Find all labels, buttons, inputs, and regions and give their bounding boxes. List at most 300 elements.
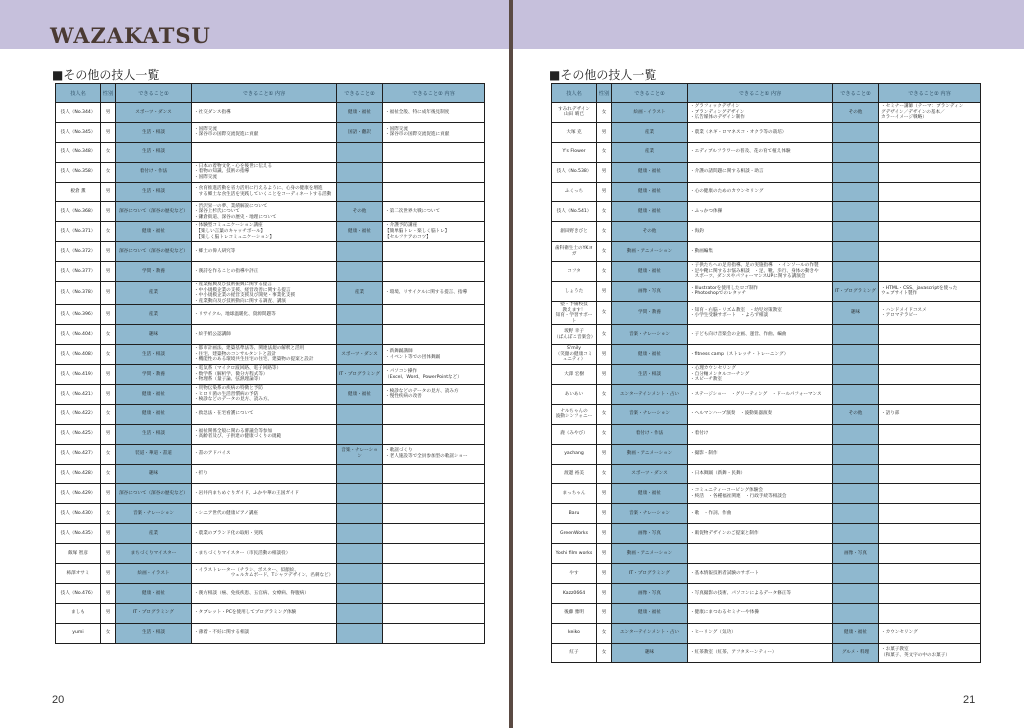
- talent-name: 技人（No.435）: [56, 524, 101, 544]
- talent-name: 技人（No.344）: [56, 103, 101, 123]
- talent-table-right: [551, 83, 981, 663]
- talent-detail-1: ・農業のブランド化の取組・実践: [192, 524, 337, 544]
- talent-sex: 女: [597, 384, 612, 404]
- table-row: [56, 384, 485, 404]
- table-row: [552, 524, 981, 544]
- talent-sex: 男: [597, 182, 612, 202]
- talent-detail-1: ・食育推進活動を省力活用に行えるように、心身の健康を増進 する郷土な食生活を実践していくことをコーディネートする活動: [192, 182, 337, 202]
- talent-category-1: 健康・福祉: [612, 202, 688, 222]
- talent-category-2: その他: [337, 202, 383, 222]
- talent-category-2: [833, 524, 879, 544]
- header-desc1: できること① 内容: [192, 84, 337, 103]
- table-row: [552, 623, 981, 643]
- header-cat1: できること①: [612, 84, 688, 103]
- talent-name: 坂野 幸子 （ぱんぽこ音楽会）: [552, 325, 597, 345]
- talent-name: S'mily （笑顔の健康コミュニティ）: [552, 345, 597, 365]
- talent-detail-2: ・パソコン操作 （Excel、Word、PowerPointなど）: [383, 365, 485, 385]
- talent-detail-2: ・カウンセリング: [879, 623, 981, 643]
- talent-category-1: エンターテインメント・占い: [612, 384, 688, 404]
- table-row: [56, 282, 485, 305]
- talent-category-2: その他: [833, 404, 879, 424]
- talent-category-1: 深谷について（深谷の歴史など）: [116, 484, 192, 504]
- talent-name: 飯塚 智彦: [56, 544, 101, 564]
- table-row: [552, 182, 981, 202]
- talent-sex: 男: [101, 563, 116, 583]
- table-row: [56, 365, 485, 385]
- talent-category-1: 産業: [116, 282, 192, 305]
- talent-category-1: IT・プログラミング: [612, 563, 688, 583]
- talent-category-1: 産業: [612, 122, 688, 142]
- talent-category-2: [337, 623, 383, 643]
- talent-detail-2: [879, 524, 981, 544]
- talent-category-1: 絵画・イラスト: [116, 563, 192, 583]
- talent-category-1: 健康・福祉: [612, 345, 688, 365]
- talent-name: yumi: [56, 623, 101, 643]
- table-row: [552, 404, 981, 424]
- talent-name: 技人（No.427）: [56, 444, 101, 464]
- talent-detail-2: ・検診などのデータの見方、読み方 ・慢性疾病の改善: [383, 384, 485, 404]
- talent-category-2: [833, 222, 879, 242]
- table-row: [56, 305, 485, 325]
- talent-sex: 女: [101, 345, 116, 365]
- talent-detail-2: ・福祉全般、特に成年後見制度: [383, 103, 485, 123]
- talent-category-1: 健康・福祉: [612, 603, 688, 623]
- talent-name: keiko: [552, 623, 597, 643]
- talent-detail-1: ・郷土の偉人研究等: [192, 242, 337, 262]
- talent-category-1: 学問・教養: [612, 301, 688, 324]
- table-row: [56, 563, 485, 583]
- talent-category-2: [337, 563, 383, 583]
- talent-name: 創田野きびと: [552, 222, 597, 242]
- talent-name: 技人（No.408）: [56, 345, 101, 365]
- talent-category-1: 音楽・ナレーション: [116, 504, 192, 524]
- talent-detail-2: [879, 544, 981, 564]
- talent-detail-1: ・子ども向け音楽会の企画、運営、作曲、編曲: [688, 325, 833, 345]
- talent-detail-2: [879, 365, 981, 385]
- header-cat1: できること①: [116, 84, 192, 103]
- table-row: [552, 162, 981, 182]
- talent-sex: 男: [597, 122, 612, 142]
- talent-name: まっちゃん: [552, 484, 597, 504]
- table-row: [552, 603, 981, 623]
- talent-category-1: 装道・華道・書道: [116, 444, 192, 464]
- talent-category-2: [833, 122, 879, 142]
- talent-category-1: 動画・アニメーション: [612, 242, 688, 262]
- talent-sex: 女: [597, 202, 612, 222]
- talent-name: 技人（No.368）: [56, 202, 101, 222]
- table-row: [552, 242, 981, 262]
- talent-sex: 男: [597, 282, 612, 302]
- talent-category-2: [337, 544, 383, 564]
- header-cat2: できること②: [833, 84, 879, 103]
- talent-sex: 男: [101, 242, 116, 262]
- talent-sex: 男: [597, 524, 612, 544]
- talent-name: 歯科衛生士のYKヨガ: [552, 242, 597, 262]
- table-row: [56, 262, 485, 282]
- table-row: [552, 103, 981, 123]
- talent-detail-2: [383, 262, 485, 282]
- talent-category-1: 生活・相談: [116, 122, 192, 142]
- table-row: [552, 325, 981, 345]
- talent-name: 技人（No.430）: [56, 504, 101, 524]
- talent-detail-1: ・子供たちへの足育指導、足の実施指導 ・インソールの作製 ・足や靴に関するお悩み相談 ・足、靴、歩行、身体の動きや スポーツ、ダンスやパフォーマンスUPに関する講演会: [688, 262, 833, 282]
- talent-detail-1: ・薄着・不妊に関する相談: [192, 623, 337, 643]
- talent-category-2: [833, 384, 879, 404]
- talent-category-1: その他: [612, 222, 688, 242]
- talent-sex: 女: [101, 504, 116, 524]
- talent-detail-2: ・セミナー講師（テーマ：ブランディン グデザイン／デザインの基本／ カラーイメージ戦略）: [879, 103, 981, 123]
- header-desc2: できること② 内容: [383, 84, 485, 103]
- talent-sex: 男: [597, 544, 612, 564]
- talent-category-1: 健康・福祉: [116, 384, 192, 404]
- talent-detail-2: [879, 122, 981, 142]
- talent-name: やす: [552, 563, 597, 583]
- talent-category-2: [833, 504, 879, 524]
- talent-category-1: 生活・相談: [116, 345, 192, 365]
- talent-category-1: 動画・アニメーション: [612, 444, 688, 464]
- talent-sex: 女: [101, 325, 116, 345]
- table-row: [552, 222, 981, 242]
- talent-detail-1: ・コミュニティーコーピング体験会 ・終活 ・各種福祉関連 ・行政手続等相談会: [688, 484, 833, 504]
- talent-category-1: 健康・福祉: [612, 182, 688, 202]
- talent-sex: 男: [597, 365, 612, 385]
- talent-category-2: [833, 464, 879, 484]
- talent-detail-2: [879, 563, 981, 583]
- talent-category-1: 着付け・作法: [116, 162, 192, 182]
- table-row: [552, 424, 981, 444]
- talent-category-1: 深谷について（深谷の歴史など）: [116, 202, 192, 222]
- talent-category-1: IT・プログラミング: [116, 603, 192, 623]
- talent-detail-1: ・漢詩を作ることの指導や評正: [192, 262, 337, 282]
- talent-detail-2: [879, 262, 981, 282]
- talent-name: 大塚 克: [552, 122, 597, 142]
- talent-detail-1: ・介護の諸問題に関する相談・助言: [688, 162, 833, 182]
- talent-category-1: 生活・相談: [116, 142, 192, 162]
- table-row: [552, 643, 981, 663]
- table-row: [56, 345, 485, 365]
- talent-detail-1: ・体験型コミュニケーション講座 【楽しい言葉のキャッチボール】 【楽しく脳トレコミュニケーション】: [192, 222, 337, 242]
- table-row: [56, 162, 485, 182]
- talent-category-2: [337, 404, 383, 424]
- talent-category-2: [337, 262, 383, 282]
- table-row: [552, 301, 981, 324]
- table-row: [56, 504, 485, 524]
- talent-detail-1: ・知育・右脳・リズム教室 ・幼児対策教室 ・小学生受験サポート ・よろず相談: [688, 301, 833, 324]
- talent-detail-1: ・Illustratorを使用したロゴ制作 ・Photoshopでのレタッチ: [688, 282, 833, 302]
- table-row: [56, 623, 485, 643]
- talent-detail-2: [383, 464, 485, 484]
- talent-sex: 男: [101, 583, 116, 603]
- talent-detail-2: ・新舞踊講師 ・イベント等での団体舞踊: [383, 345, 485, 365]
- talent-category-1: 着付け・作法: [612, 424, 688, 444]
- talent-detail-2: [879, 444, 981, 464]
- table-header-row: [56, 84, 485, 103]
- talent-detail-2: [383, 404, 485, 424]
- talent-category-1: 画像・写真: [612, 524, 688, 544]
- talent-detail-2: [383, 325, 485, 345]
- table-row: [56, 202, 485, 222]
- talent-sex: 男: [101, 122, 116, 142]
- talent-detail-2: ・お菓子教室 （和菓子、英文字の中のお菓子）: [879, 643, 981, 663]
- talent-sex: 女: [101, 162, 116, 182]
- talent-detail-2: [879, 142, 981, 162]
- talent-sex: 女: [101, 222, 116, 242]
- talent-name: 技人（No.404）: [56, 325, 101, 345]
- talent-detail-2: [383, 603, 485, 623]
- talent-detail-2: [879, 345, 981, 365]
- table-row: [56, 444, 485, 464]
- talent-detail-1: ・シニア世代の健康ピアノ講座: [192, 504, 337, 524]
- talent-category-1: エンターテインメント・占い: [612, 623, 688, 643]
- talent-category-2: [337, 424, 383, 444]
- talent-name: 技人（No.372）: [56, 242, 101, 262]
- table-row: [56, 122, 485, 142]
- table-row: [56, 484, 485, 504]
- talent-name: 技人（No.378）: [56, 282, 101, 305]
- talent-detail-2: [879, 182, 981, 202]
- talent-category-1: 生活・相談: [116, 424, 192, 444]
- talent-category-2: 産業: [337, 282, 383, 305]
- talent-category-2: [833, 142, 879, 162]
- talent-name: 柿澤オサミ: [56, 563, 101, 583]
- table-row: [56, 524, 485, 544]
- talent-detail-2: ・国際交流 ・深谷市の国際交流促進に貢献: [383, 122, 485, 142]
- talent-detail-1: ・心の健康のためのカウンセリング: [688, 182, 833, 202]
- talent-category-2: [337, 182, 383, 202]
- talent-category-1: 画像・写真: [612, 583, 688, 603]
- talent-sex: 男: [101, 305, 116, 325]
- talent-name: ましも: [56, 603, 101, 623]
- talent-category-2: [337, 504, 383, 524]
- talent-detail-2: [383, 544, 485, 564]
- talent-sex: 男: [101, 424, 116, 444]
- talent-sex: 男: [101, 202, 116, 222]
- talent-category-2: [337, 142, 383, 162]
- talent-category-1: 趣味: [116, 464, 192, 484]
- talent-category-1: 音楽・ナレーション: [612, 504, 688, 524]
- talent-detail-1: ・ヒーリング（気功）: [688, 623, 833, 643]
- talent-category-1: 趣味: [116, 325, 192, 345]
- talent-name: あいあい: [552, 384, 597, 404]
- table-row: [56, 404, 485, 424]
- talent-detail-2: [383, 623, 485, 643]
- talent-sex: 女: [597, 301, 612, 324]
- talent-category-2: [337, 162, 383, 182]
- header-desc2: できること② 内容: [879, 84, 981, 103]
- talent-name: コフタ: [552, 262, 597, 282]
- talent-category-2: スポーツ・ダンス: [337, 345, 383, 365]
- talent-detail-1: ・福祉関係全般に関わる審議会等参加 ・高齢者及び、子供達の健康づくりの規範: [192, 424, 337, 444]
- talent-sex: 女: [597, 242, 612, 262]
- talent-detail-2: [879, 384, 981, 404]
- talent-detail-2: [383, 504, 485, 524]
- talent-name: 技人（No.345）: [56, 122, 101, 142]
- talent-category-2: 健康・福祉: [337, 384, 383, 404]
- talent-sex: 女: [597, 643, 612, 663]
- table-row: [552, 484, 981, 504]
- table-row: [56, 142, 485, 162]
- talent-name: 技人（No.371）: [56, 222, 101, 242]
- talent-category-2: 健康・福祉: [833, 623, 879, 643]
- talent-category-2: [833, 325, 879, 345]
- talent-name: 紅子: [552, 643, 597, 663]
- talent-detail-2: [383, 563, 485, 583]
- talent-category-1: 健康・福祉: [116, 583, 192, 603]
- talent-sex: 男: [101, 603, 116, 623]
- talent-detail-1: ・救急法・在宅看護について: [192, 404, 337, 424]
- table-row: [56, 583, 485, 603]
- table-row: [56, 325, 485, 345]
- talent-detail-2: [879, 222, 981, 242]
- talent-sex: 男: [597, 345, 612, 365]
- talent-name: 技人（No.538）: [552, 162, 597, 182]
- talent-name: GreenWorks: [552, 524, 597, 544]
- talent-name: 技人（No.425）: [56, 424, 101, 444]
- table-row: [56, 182, 485, 202]
- talent-sex: 男: [101, 365, 116, 385]
- talent-category-2: [337, 464, 383, 484]
- talent-sex: 女: [597, 262, 612, 282]
- talent-detail-2: [383, 242, 485, 262]
- table-row: [56, 603, 485, 623]
- talent-detail-2: ・語り部: [879, 404, 981, 424]
- header-sex: 性別: [597, 84, 612, 103]
- talent-sex: 女: [597, 464, 612, 484]
- talent-category-2: [337, 242, 383, 262]
- talent-category-2: [337, 325, 383, 345]
- talent-detail-1: ・買物伝染系の疾病の特徴と予防 ・ヒロリ菌の生活習慣病の予防 ・検診などのデータの見方、読み方。: [192, 384, 337, 404]
- talent-category-2: 健康・福祉: [337, 103, 383, 123]
- table-row: [552, 504, 981, 524]
- talent-detail-1: ・産業振興及び技術振興に関する提言 ・中小規模企業の支援、経営改善に関する提言 ・中小規模企業の経営支援及び開発・事業化支援 ・産業動向及び技術動向に関する調査、講演: [192, 282, 337, 305]
- talent-detail-2: ・HTML・CSS、javascriptを使った ウェブサイト製作: [879, 282, 981, 302]
- talent-category-2: 国語・翻訳: [337, 122, 383, 142]
- talent-name: 技人（No.419）: [56, 365, 101, 385]
- talent-sex: 女: [101, 142, 116, 162]
- table-row: [552, 122, 981, 142]
- talent-category-2: [337, 583, 383, 603]
- talent-detail-1: ・海釣: [688, 222, 833, 242]
- talent-sex: 女: [597, 623, 612, 643]
- talent-name: yachang: [552, 444, 597, 464]
- talent-category-2: [833, 484, 879, 504]
- talent-category-2: IT・プログラミング: [337, 365, 383, 385]
- talent-category-1: 健康・福祉: [612, 484, 688, 504]
- talent-sex: 男: [101, 524, 116, 544]
- talent-name: 技人（No.358）: [56, 162, 101, 182]
- talent-category-2: [833, 202, 879, 222]
- talent-sex: 男: [597, 504, 612, 524]
- talent-detail-1: ・健康にまつわるセミナーや体操: [688, 603, 833, 623]
- talent-detail-2: [383, 424, 485, 444]
- table-row: [552, 583, 981, 603]
- talent-name: 鹿（みやび）: [552, 424, 597, 444]
- talent-detail-1: ・イラストレーター（チラシ、ポスター、似顔絵、 ウェルカムボード、Tシャツデザイン、名刺など）: [192, 563, 337, 583]
- talent-detail-2: ・歌謡づくり ・老人施設等で全員参加型の歌謡ショー: [383, 444, 485, 464]
- talent-category-1: 学問・教養: [116, 365, 192, 385]
- talent-name: 技人（No.421）: [56, 384, 101, 404]
- talent-sex: 女: [101, 464, 116, 484]
- section-title-right: ■その他の技人一覧: [549, 68, 657, 82]
- talent-name: ナルちゃんの 波動シンフォニー: [552, 404, 597, 424]
- table-row: [552, 464, 981, 484]
- talent-sex: 女: [597, 222, 612, 242]
- talent-detail-1: ・絵手紙公認講師: [192, 325, 337, 345]
- table-row: [552, 262, 981, 282]
- talent-category-2: [833, 262, 879, 282]
- table-row: [56, 242, 485, 262]
- header-desc1: できること① 内容: [688, 84, 833, 103]
- talent-detail-1: ・社交ダンス指導: [192, 103, 337, 123]
- talent-sex: 男: [101, 282, 116, 305]
- talent-category-2: グルメ・料理: [833, 643, 879, 663]
- talent-sex: 男: [101, 384, 116, 404]
- talent-detail-1: ・漢方相談（癌、免疫疾患、五官病、女療病、脊腹病）: [192, 583, 337, 603]
- table-row: [56, 544, 485, 564]
- talent-detail-2: [383, 305, 485, 325]
- talent-name: 技人（No.422）: [56, 404, 101, 424]
- talent-detail-2: [383, 162, 485, 182]
- talent-sex: 男: [597, 583, 612, 603]
- talent-detail-1: ・書のアドバイス: [192, 444, 337, 464]
- talent-name: 技人（No.396）: [56, 305, 101, 325]
- table-row: [56, 103, 485, 123]
- talent-sex: 女: [101, 404, 116, 424]
- talent-category-1: 生活・相談: [116, 623, 192, 643]
- talent-detail-2: [879, 464, 981, 484]
- table-row: [56, 222, 485, 242]
- talent-name: 大澤 宏樹: [552, 365, 597, 385]
- talent-detail-2: [879, 424, 981, 444]
- talent-table-left: [55, 83, 485, 644]
- talent-detail-1: ・ふっかつ体操: [688, 202, 833, 222]
- talent-name: ふくっち: [552, 182, 597, 202]
- talent-category-1: 産業: [116, 524, 192, 544]
- talent-category-2: [337, 524, 383, 544]
- header-name: 技人名: [56, 84, 101, 103]
- talent-name: しょうた: [552, 282, 597, 302]
- talent-name: 後藤 雅明: [552, 603, 597, 623]
- talent-category-2: [833, 345, 879, 365]
- talent-detail-2: ・環境、リサイクルに関する提言、指導: [383, 282, 485, 305]
- table-row: [552, 563, 981, 583]
- talent-detail-1: [688, 544, 833, 564]
- talent-category-1: 絵画・イラスト: [612, 103, 688, 123]
- talent-category-2: [833, 444, 879, 464]
- talent-category-1: 音楽・ナレーション: [612, 325, 688, 345]
- talent-sex: 女: [597, 424, 612, 444]
- talent-name: Baru: [552, 504, 597, 524]
- talent-detail-2: ・ハンドメイドコスメ ・アロマテラピー: [879, 301, 981, 324]
- talent-category-1: まちづくりマイスター: [116, 544, 192, 564]
- talent-category-2: 音楽・ナレーション: [337, 444, 383, 464]
- talent-sex: 男: [597, 444, 612, 464]
- talent-category-1: 生活・相談: [612, 365, 688, 385]
- talent-name: Y's Flower: [552, 142, 597, 162]
- talent-detail-1: ・動画編集: [688, 242, 833, 262]
- talent-detail-2: ・介護予防講座 【簡単脳トレ・楽しく脳トレ】 【セルフケアのコツ】: [383, 222, 485, 242]
- talent-detail-2: [879, 325, 981, 345]
- talent-detail-2: [879, 162, 981, 182]
- talent-detail-1: ・販促物デザインのご提案と制作: [688, 524, 833, 544]
- talent-sex: 男: [101, 103, 116, 123]
- talent-category-1: 音楽・ナレーション: [612, 404, 688, 424]
- talent-detail-1: ・fitness camp（ストレッチ・トレーニング）: [688, 345, 833, 365]
- talent-detail-1: ・歌 ・作詞、作曲: [688, 504, 833, 524]
- talent-detail-1: ・農業（ネギ・ロマネスコ・オクラ等の栽培）: [688, 122, 833, 142]
- talent-detail-2: [383, 524, 485, 544]
- talent-detail-2: [383, 182, 485, 202]
